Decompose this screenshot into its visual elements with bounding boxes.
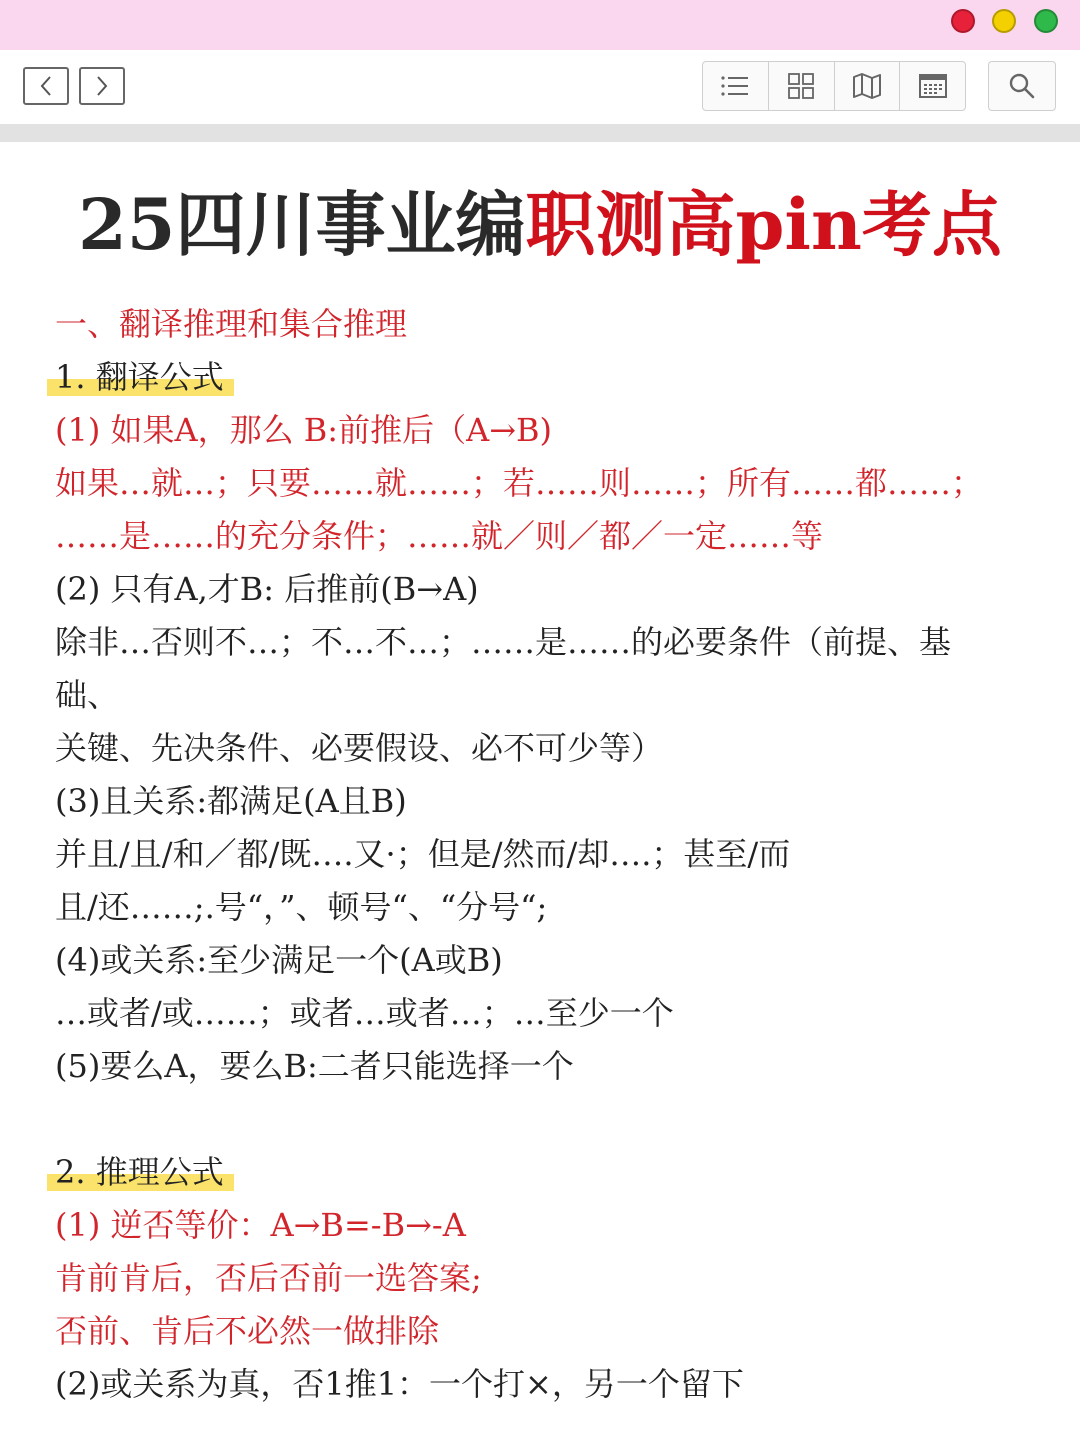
section-heading — [55, 351, 1015, 404]
text-line: 且/还……;.号“，”、顿号“、“分号“; — [55, 888, 548, 926]
blank-line — [55, 1093, 1015, 1146]
list-view-button[interactable] — [703, 62, 769, 110]
text-line: (4)或关系:至少满足一个(A或B) — [55, 941, 503, 979]
chevron-right-icon — [94, 74, 110, 98]
red-text-line: 否前、肯后不必然一做排除 — [55, 1312, 440, 1350]
calendar-view-button[interactable] — [900, 62, 965, 110]
window-title-bar — [0, 0, 1080, 50]
map-view-button[interactable] — [835, 62, 901, 110]
search-icon — [1008, 72, 1036, 100]
highlighted-heading-text: 1. 翻译公式 — [47, 358, 234, 396]
red-text-line: 肯前肯后，否后否前一选答案; — [55, 1259, 482, 1297]
text-line: 关键、先决条件、必要假设、必不可少等） — [55, 729, 664, 767]
text-line: 础、 — [55, 676, 120, 714]
red-text-line: 如果…就…；只要……就……；若……则……；所有……都……； — [55, 464, 984, 502]
text-line: (2) 只有A,才B: 后推前(B→A) — [55, 570, 479, 608]
highlighted-heading-text: 2. 推理公式 — [47, 1153, 234, 1191]
back-button[interactable] — [23, 67, 69, 105]
text-line: (3)且关系:都满足(A且B) — [55, 782, 407, 820]
map-icon — [852, 72, 882, 100]
maximize-window-button[interactable] — [1034, 9, 1058, 33]
red-text-line: (1) 如果A，那么 B:前推后（A→B) — [55, 411, 553, 449]
view-switcher — [702, 61, 966, 111]
text-line: 除非…否则不…；不…不…；……是……的必要条件（前提、基 — [55, 623, 952, 661]
title-part-dark: 25四川事业编 — [78, 183, 526, 266]
red-text-line: ……是……的充分条件；……就／则／都／一定……等 — [55, 517, 824, 555]
text-line: (2)或关系为真，否1推1：一个打×，另一个留下 — [55, 1365, 744, 1403]
minimize-window-button[interactable] — [992, 9, 1016, 33]
search-button[interactable] — [988, 61, 1056, 111]
toolbar-divider — [0, 124, 1080, 142]
document-body — [55, 298, 1015, 1411]
text-line: …或者/或……；或者…或者…；…至少一个 — [55, 994, 674, 1032]
text-line: (5)要么A，要么B:二者只能选择一个 — [55, 1047, 574, 1085]
toolbar — [0, 50, 1080, 124]
grid-icon — [787, 72, 815, 100]
list-icon — [720, 74, 750, 98]
calendar-icon — [918, 73, 948, 99]
text-line: 并且/且/和／都/既….又·；但是/然而/却….；甚至/而 — [55, 835, 791, 873]
title-part-red: 职测高pin考点 — [525, 183, 1002, 266]
section-heading — [55, 1146, 1015, 1199]
grid-view-button[interactable] — [769, 62, 835, 110]
document-title — [0, 180, 1080, 270]
close-window-button[interactable] — [951, 9, 975, 33]
forward-button[interactable] — [79, 67, 125, 105]
red-text-line: (1) 逆否等价：A→B=-B→-A — [55, 1206, 466, 1244]
chevron-left-icon — [38, 74, 54, 98]
red-text-line: 一、翻译推理和集合推理 — [55, 305, 408, 343]
